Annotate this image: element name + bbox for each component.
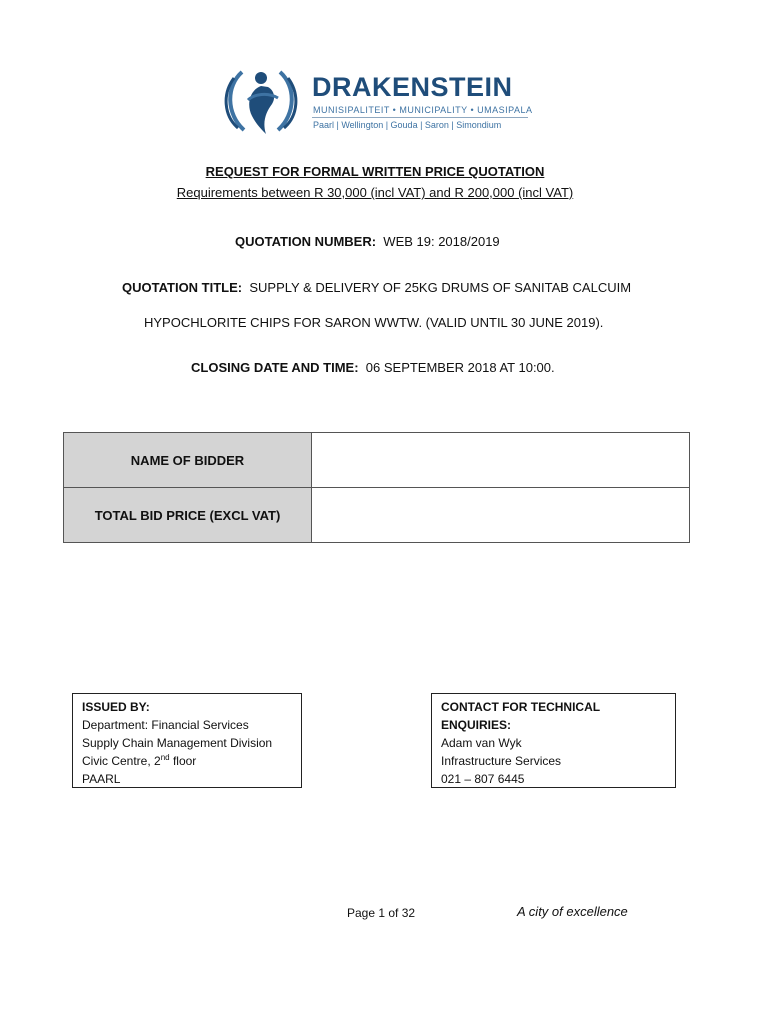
contact-heading: CONTACT FOR TECHNICAL ENQUIRIES: — [441, 700, 600, 732]
page-number: Page 1 of 32 — [347, 906, 416, 920]
issued-by-address — [82, 752, 292, 770]
document-subtitle: Requirements between R 30,000 (incl VAT) and R 200,000 (incl VAT) — [176, 185, 574, 200]
logo-places: Paarl | Wellington | Gouda | Saron | Simondium — [313, 120, 502, 130]
issued-by-division: Supply Chain Management Division — [82, 736, 273, 750]
bidder-table — [63, 432, 690, 543]
municipality-emblem-icon — [222, 64, 300, 136]
quotation-number-value: WEB 19: 2018/2019 — [383, 234, 500, 249]
quotation-title-value-line2: HYPOCHLORITE CHIPS FOR SARON WWTW. (VALID UNTIL 30 JUNE 2019). — [144, 315, 604, 330]
contact-name: Adam van Wyk — [441, 736, 522, 750]
address-text: Civic Centre, 2 — [82, 754, 161, 768]
issued-by-heading: ISSUED BY: — [82, 700, 150, 714]
quotation-title-value-line1: SUPPLY & DELIVERY OF 25KG DRUMS OF SANITAB CALCUIM — [249, 280, 632, 295]
total-bid-price-label: TOTAL BID PRICE (EXCL VAT) — [64, 488, 312, 543]
issued-by-city: PAARL — [82, 772, 121, 786]
drakenstein-logo — [222, 64, 534, 136]
issued-by-department: Department: Financial Services — [82, 718, 249, 732]
document-title: REQUEST FOR FORMAL WRITTEN PRICE QUOTATION — [205, 164, 545, 179]
contact-department: Infrastructure Services — [441, 754, 562, 768]
closing-date-label: CLOSING DATE AND TIME: — [191, 360, 359, 375]
table-row — [64, 433, 690, 488]
address-floor: floor — [169, 754, 197, 768]
quotation-title-label: QUOTATION TITLE: — [122, 280, 243, 295]
quotation-title — [122, 280, 631, 295]
quotation-number — [235, 234, 500, 249]
contact-phone: 021 – 807 6445 — [441, 772, 525, 786]
technical-contact-box — [431, 693, 676, 788]
issued-by-box — [72, 693, 302, 788]
logo-title: DRAKENSTEIN — [312, 72, 513, 102]
closing-date-value: 06 SEPTEMBER 2018 AT 10:00. — [365, 360, 555, 375]
quotation-number-label: QUOTATION NUMBER: — [235, 234, 377, 249]
table-row — [64, 488, 690, 543]
closing-date — [191, 360, 555, 375]
logo-subtitle: MUNISIPALITEIT • MUNICIPALITY • UMASIPALA — [313, 105, 533, 115]
footer-motto: A city of excellence — [517, 904, 628, 919]
bidder-name-field[interactable] — [312, 433, 690, 488]
total-bid-price-field[interactable] — [312, 488, 690, 543]
logo-divider — [312, 117, 528, 118]
address-ordinal: nd — [160, 753, 170, 762]
bidder-name-label: NAME OF BIDDER — [64, 433, 312, 488]
